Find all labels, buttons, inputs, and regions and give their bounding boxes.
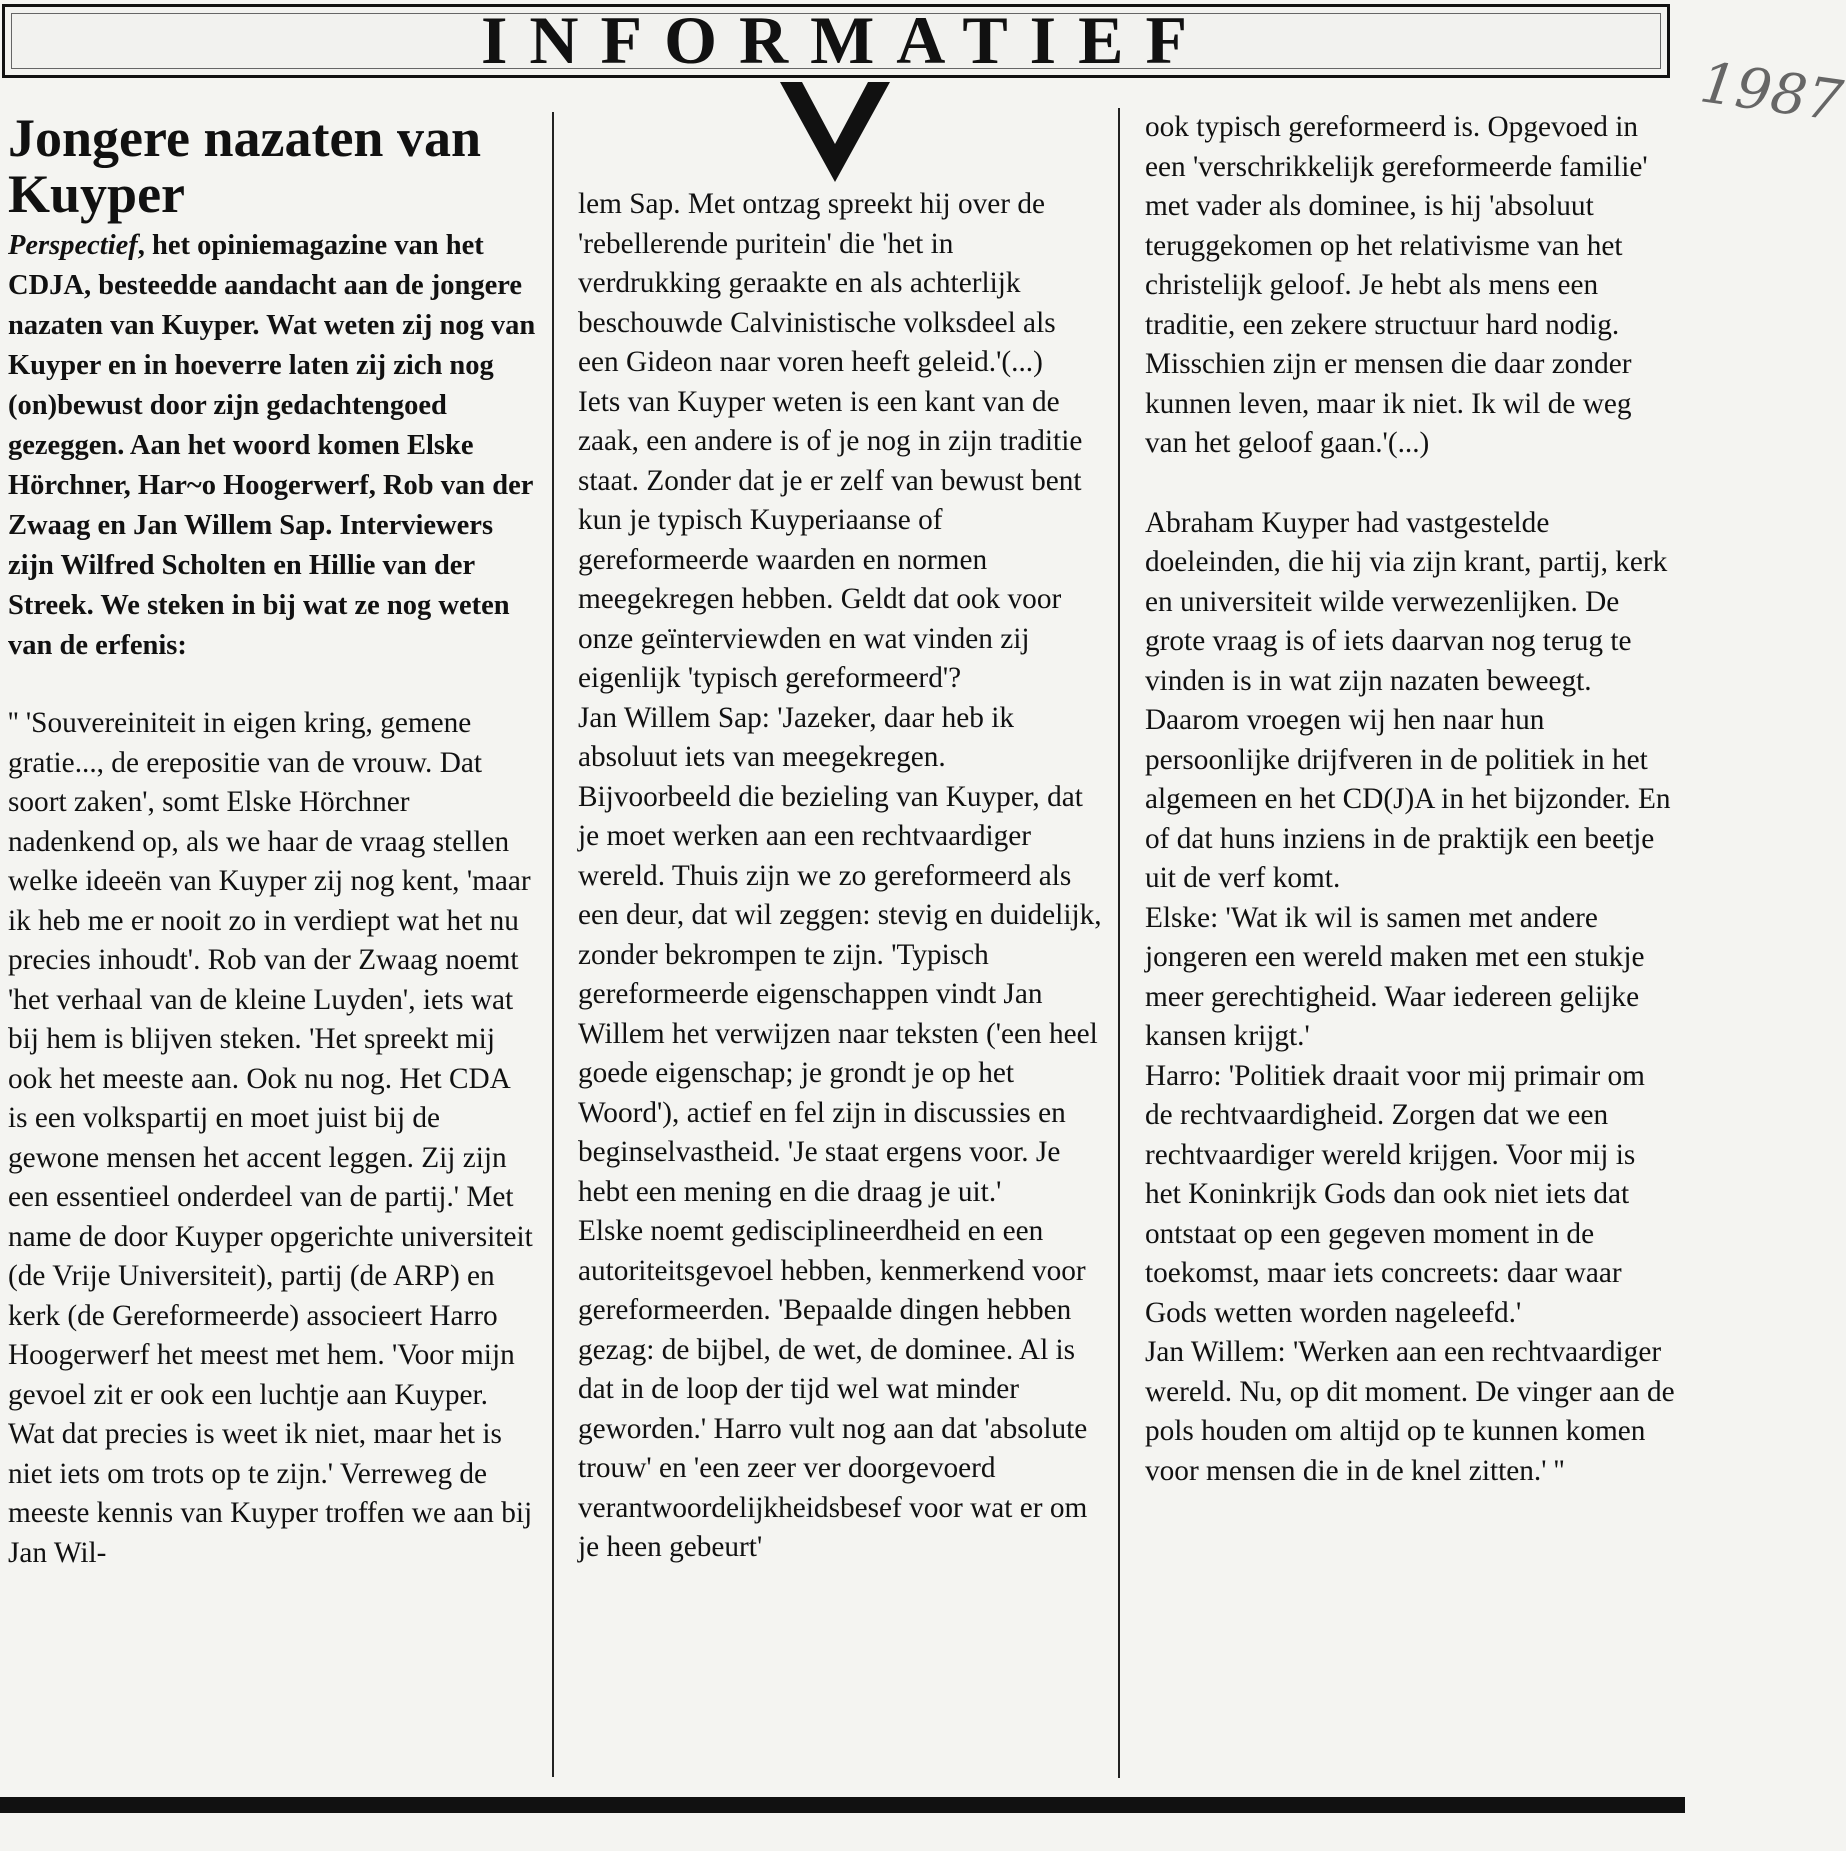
paragraph-gap (8, 666, 536, 704)
body-paragraph: ook typisch gereformeerd is. Opgevoed in een 'verschrikkelijk gereformeerde familie' met vader als dominee, is hij 'absoluut teruggekomen op het relativisme van het christelijk geloof. Je hebt als mens een traditie, een zekere structuur hard nodig. Misschien zijn er mensen die daar zonder kunnen leven, maar ik niet. Ik wil de weg van het geloof gaan.'(...) (1145, 111, 1648, 459)
paragraph-gap (1145, 464, 1675, 504)
body-paragraph: Elske noemt gedisciplineerdheid en een autoriteitsgevoel hebben, kenmerkend voor gereformeerden. 'Bepaalde dingen hebben gezag: de bijbel, de wet, de dominee. Al is dat in de loop der tijd wel wat minder geworden.' Harro vult nog aan dat 'absolute trouw' en 'een zeer ver doorgevoerd verantwoordelijkheidsbesef voor wat er om je heen gebeurt' (578, 1215, 1088, 1563)
body-paragraph: Iets van Kuyper weten is een kant van de zaak, een andere is of je nog in zijn traditie staat. Zonder dat je er zelf van bewust bent kun je typisch Kuyperiaanse of gereformeerde waarden en normen meegekregen hebben. Geldt dat ook voor onze geïnterviewden en wat vinden zij eigenlijk 'typisch gereformeerd'? (578, 385, 1083, 694)
column-divider (552, 112, 554, 1777)
section-header-title: INFORMATIEF (480, 2, 1210, 78)
lead-text: , het opiniemagazine van het CDJA, besteedde aandacht aan de jongere nazaten van Kuyper. Wat weten zij nog van Kuyper en in hoeverre laten zij zich nog (on)bewust door zijn gedachtengoed gezeggen. Aan het woord komen Elske Hörchner, Har~o Hoogerwerf, Rob van der Zwaag en Jan Willem Sap. Interviewers zijn Wilfred Scholten en Hillie van der Streek. We steken in bij wat ze nog weten van de erfenis: (8, 230, 536, 661)
article-column-3 (1145, 108, 1675, 1491)
article-headline: Jongere nazaten van Kuyper (8, 108, 481, 224)
body-paragraph: Elske: 'Wat ik wil is samen met andere jongeren een wereld maken met een stukje meer gerechtigheid. Waar iedereen gelijke kansen krijgt.' (1145, 901, 1645, 1052)
handwritten-year-note: 1987 (1696, 50, 1846, 135)
body-paragraph: Abraham Kuyper had vastgestelde doeleinden, die hij via zijn krant, partij, kerk en universiteit wilde verwezenlijken. De grote vraag is of iets daarvan nog terug te vinden is in wat zijn nazaten beweegt. Daarom vroegen wij hen naar hun persoonlijke drijfveren in de politiek in het algemeen en het CD(J)A in het bijzonder. En of dat huns inziens in de praktijk een beetje uit de verf komt. (1145, 506, 1671, 894)
article-column-2 (578, 185, 1103, 1568)
bottom-border-bar (0, 1797, 1685, 1813)
body-paragraph: '' 'Souvereiniteit in eigen kring, gemene gratie..., de erepositie van de vrouw. Dat soort zaken', somt Elske Hörchner nadenkend op, als we haar de vraag stellen welke ideeën van Kuyper zij nog kent, 'maar ik heb me er nooit zo in verdiept wat het nu precies inhoudt'. Rob van der Zwaag noemt 'het verhaal van de kleine Luyden', iets wat bij hem is blijven steken. 'Het spreekt mij ook het meeste aan. Ook nu nog. Het CDA is een volkspartij en moet juist bij de gewone mensen het accent leggen. Zij zijn een essentieel onderdeel van de partij.' Met name de door Kuyper opgerichte universiteit (de Vrije Universiteit), partij (de ARP) en kerk (de Gereformeerde) associeert Harro Hoogerwerf het meest met hem. 'Voor mijn gevoel zit er ook een luchtje aan Kuyper. Wat dat precies is weet ik niet, maar het is niet iets om trots op te zijn.' Verreweg de meeste kennis van Kuyper troffen we aan bij Jan Wil- (8, 707, 533, 1569)
article-column-1 (8, 110, 536, 1573)
body-paragraph: Jan Willem Sap: 'Jazeker, daar heb ik absoluut iets van meegekregen. Bijvoorbeeld die bezieling van Kuyper, dat je moet werken aan een rechtvaardiger wereld. Thuis zijn we zo gereformeerd als een deur, dat wil zeggen: stevig en duidelijk, zonder bekrompen te zijn. 'Typisch gereformeerde eigenschappen vindt Jan Willem het verwijzen naar teksten ('een heel goede eigenschap; je grondt je op het Woord'), actief en fel zijn in discussies en beginselvastheid. 'Je staat ergens voor. Je hebt een mening en die draag je uit.' (578, 701, 1102, 1208)
column-divider (1118, 108, 1120, 1778)
article-lead (8, 226, 536, 666)
body-paragraph: Harro: 'Politiek draait voor mij primair om de rechtvaardigheid. Zorgen dat we een rechtvaardiger wereld krijgen. Voor mij is het Koninkrijk Gods dan ook niet iets dat ontstaat op een gegeven moment in de toekomst, maar iets concreets: daar waar Gods wetten worden nageleefd.' (1145, 1059, 1645, 1329)
body-paragraph: Jan Willem: 'Werken aan een rechtvaardiger wereld. Nu, op dit moment. De vinger aan de pols houden om altijd op te kunnen komen voor mensen die in de knel zitten.' '' (1145, 1336, 1675, 1487)
chevron-down-icon (780, 82, 890, 182)
body-paragraph: lem Sap. Met ontzag spreekt hij over de 'rebellerende puritein' die 'het in verdrukking geraakte en als achterlijk beschouwde Calvinistische volksdeel als een Gideon naar voren heeft geleid.'(...) (578, 188, 1056, 378)
magazine-name: Perspectief (8, 230, 138, 261)
